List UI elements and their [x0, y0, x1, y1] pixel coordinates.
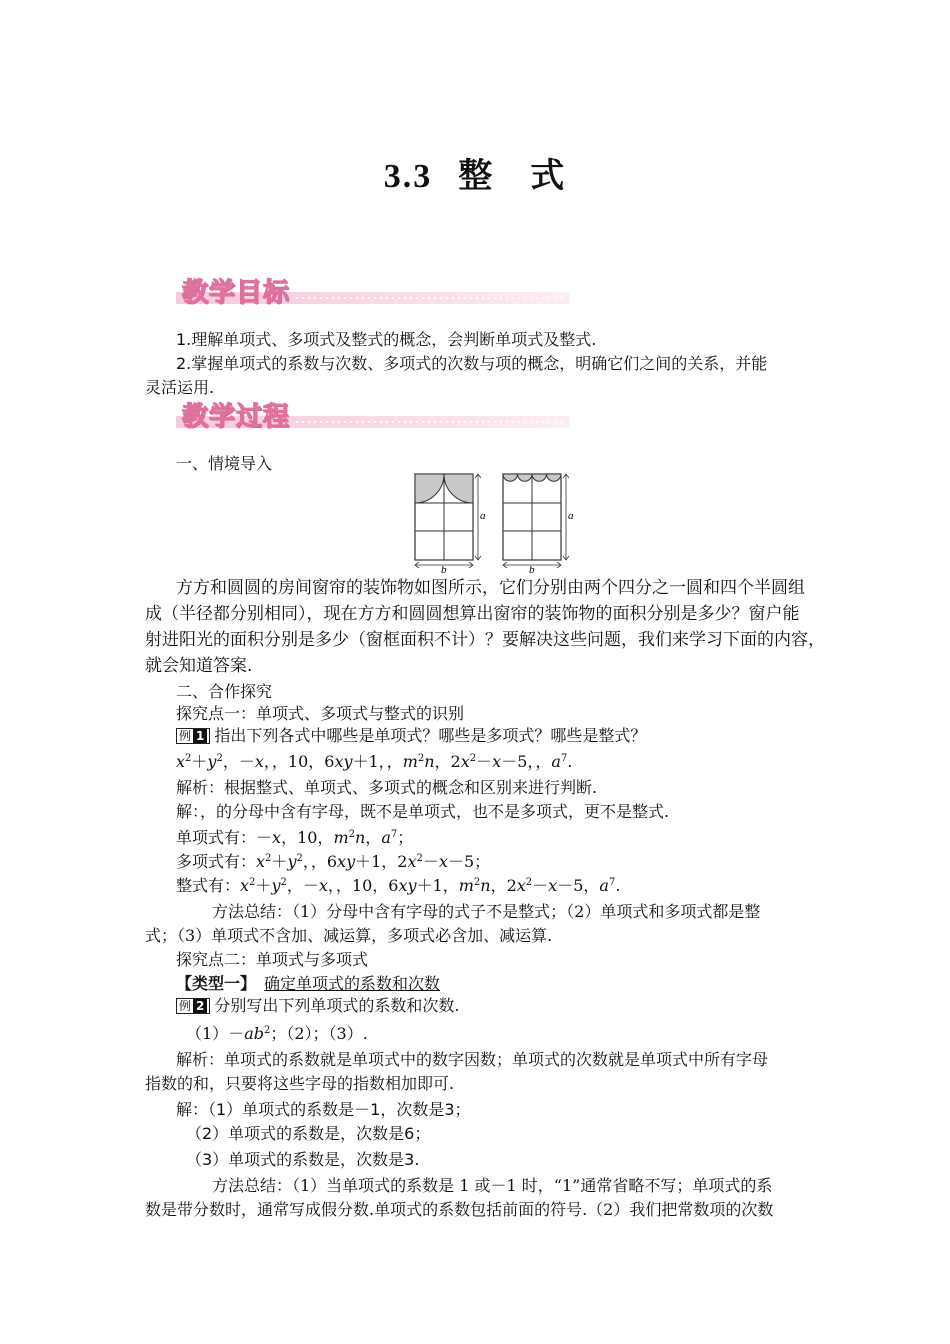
type-1-heading: 【类型一】 确定单项式的系数和次数 — [176, 974, 441, 993]
example-2-solution-3: （3）单项式的系数是，次数是3. — [186, 1150, 420, 1169]
example-1-tag: 例 1 — [176, 728, 210, 744]
point-2-heading: 探究点二：单项式与多项式 — [176, 950, 369, 969]
example-1-analysis: 解析：根据整式、单项式、多项式的概念和区别来进行判断. — [176, 778, 598, 797]
page-title — [0, 148, 950, 197]
integral-expressions-line: 整式有：$x^2+y^2$，－x，，10，6xy＋1，$m^2n$，$2x^2-x-5$，$a^7$. — [176, 876, 621, 895]
example-2-solution-1: 解：（1）单项式的系数是－1，次数是3； — [176, 1100, 471, 1119]
title-text: 整 式 — [458, 156, 567, 196]
left-a-label: a — [480, 510, 486, 522]
example-2-analysis-2: 指数的和，只要将这些字母的指数相加即可. — [145, 1074, 455, 1093]
title-number: 3.3 — [383, 158, 433, 195]
right-a-label: a — [568, 510, 574, 522]
example-2-summary-1: 方法总结：（1）当单项式的系数是 1 或－1 时，“1”通常省略不写；单项式的系 — [212, 1176, 773, 1195]
goal-2-cont: 灵活运用. — [145, 378, 215, 397]
example-1-summary-1: 方法总结：（1）分母中含有字母的式子不是整式；（2）单项式和多项式都是整 — [212, 902, 761, 921]
example-1-expressions: $x^2+y^2$，－x，，10，6xy＋1，，$m^2n$，$2x^2-x-5$，，$a^7$. — [176, 752, 573, 771]
example-2-analysis-1: 解析：单项式的系数就是单项式中的数字因数；单项式的次数就是单项式中所有字母 — [176, 1050, 769, 1069]
left-b-label: b — [441, 564, 447, 574]
polynomials-line: 多项式有：$x^2+y^2$，，6xy＋1，$2x^2-x-5$； — [176, 852, 491, 871]
section-2-heading: 二、合作探究 — [176, 682, 273, 701]
goals-banner — [176, 272, 570, 310]
example-2-question: 例 2 分别写出下列单项式的系数和次数. — [176, 996, 459, 1016]
goal-1: 1.理解单项式、多项式及整式的概念，会判断单项式及整式. — [176, 330, 597, 349]
point-1-heading: 探究点一：单项式、多项式与整式的识别 — [176, 704, 465, 723]
section-1-heading: 一、情境导入 — [176, 454, 273, 473]
example-1-question: 例 1 指出下列各式中哪些是单项式？哪些是多项式？哪些是整式？ — [176, 726, 646, 746]
process-banner — [176, 396, 570, 434]
goals-banner-label: 教学目标 — [182, 278, 291, 308]
example-1-summary-2: 式；（3）单项式不含加、减运算，多项式必含加、减运算. — [145, 926, 553, 945]
example-2-solution-2: （2）单项式的系数是，次数是6； — [186, 1124, 431, 1143]
monomials-line: 单项式有：－x，10，$m^2n$，$a^7$； — [176, 828, 414, 847]
example-2-items: $(1)-ab^2$；（2）；（3）. — [186, 1024, 368, 1043]
intro-line-3: 射进阳光的面积分别是多少（窗框面积不计）？要解决这些问题，我们来学习下面的内容， — [145, 630, 825, 650]
window-figure — [408, 470, 578, 574]
right-window — [503, 474, 569, 568]
example-2-summary-2: 数是带分数时，通常写成假分数.单项式的系数包括前面的符号.（2）我们把常数项的次数 — [145, 1200, 774, 1219]
process-banner-label: 教学过程 — [182, 402, 291, 432]
example-1-solution: 解：，的分母中含有字母，既不是单项式，也不是多项式，更不是整式. — [176, 802, 670, 821]
intro-line-2: 成（半径都分别相同），现在方方和圆圆想算出窗帘的装饰物的面积分别是多少？窗户能 — [145, 604, 800, 624]
goal-2: 2.掌握单项式的系数与次数、多项式的次数与项的概念，明确它们之间的关系，并能 — [176, 354, 768, 373]
intro-line-1: 方方和圆圆的房间窗帘的装饰物如图所示，它们分别由两个四分之一圆和四个半圆组 — [176, 578, 805, 598]
left-window — [415, 474, 481, 568]
right-b-label: b — [529, 564, 535, 574]
example-2-tag: 例 2 — [176, 998, 210, 1014]
intro-line-4: 就会知道答案. — [145, 656, 253, 676]
